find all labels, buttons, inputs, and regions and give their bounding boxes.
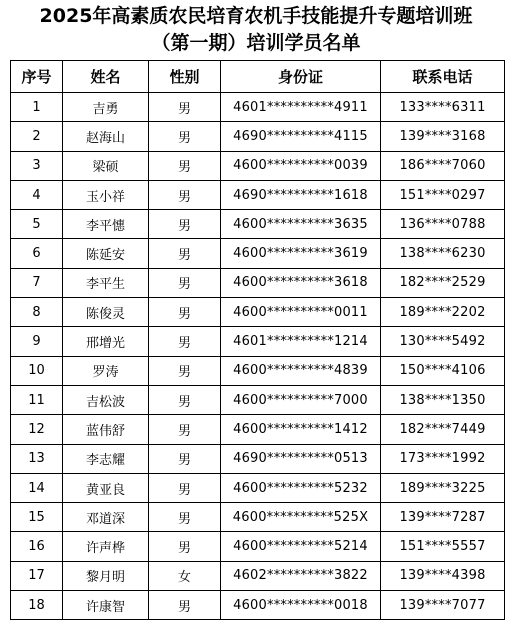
cell-phone: 136****0788 (381, 210, 505, 239)
header-id: 身份证 (221, 61, 381, 93)
cell-phone: 186****7060 (381, 151, 505, 180)
table-row (11, 151, 505, 180)
cell-name: 许声桦 (63, 532, 149, 561)
cell-no: 7 (11, 268, 63, 297)
cell-no: 9 (11, 327, 63, 356)
cell-no: 10 (11, 356, 63, 385)
cell-phone: 139****3168 (381, 122, 505, 151)
cell-id-number: 4601**********1214 (221, 327, 381, 356)
cell-phone: 173****1992 (381, 444, 505, 473)
cell-no: 2 (11, 122, 63, 151)
cell-no: 15 (11, 503, 63, 532)
cell-gender: 男 (149, 268, 221, 297)
cell-phone: 138****6230 (381, 239, 505, 268)
cell-id-number: 4600**********525X (221, 503, 381, 532)
cell-name: 邓道深 (63, 503, 149, 532)
cell-gender: 女 (149, 561, 221, 590)
cell-id-number: 4601**********4911 (221, 93, 381, 122)
cell-name: 李志耀 (63, 444, 149, 473)
cell-name: 罗涛 (63, 356, 149, 385)
table-row (11, 473, 505, 502)
cell-name: 陈延安 (63, 239, 149, 268)
table-row (11, 122, 505, 151)
cell-gender: 男 (149, 298, 221, 327)
cell-id-number: 4600**********3635 (221, 210, 381, 239)
cell-gender: 男 (149, 532, 221, 561)
cell-gender: 男 (149, 415, 221, 444)
cell-name: 许康智 (63, 591, 149, 620)
cell-no: 3 (11, 151, 63, 180)
table-row (11, 93, 505, 122)
table-row (11, 503, 505, 532)
cell-phone: 130****5492 (381, 327, 505, 356)
cell-gender: 男 (149, 356, 221, 385)
cell-no: 14 (11, 473, 63, 502)
cell-phone: 189****3225 (381, 473, 505, 502)
table-row (11, 591, 505, 620)
cell-no: 1 (11, 93, 63, 122)
cell-no: 6 (11, 239, 63, 268)
table-row (11, 532, 505, 561)
header-row (11, 61, 505, 93)
cell-id-number: 4600**********3619 (221, 239, 381, 268)
cell-phone: 139****7077 (381, 591, 505, 620)
header-no: 序号 (11, 61, 63, 93)
title-line-2: （第一期）培训学员名单 (151, 32, 361, 54)
cell-id-number: 4690**********1618 (221, 180, 381, 209)
cell-gender: 男 (149, 93, 221, 122)
cell-id-number: 4600**********0018 (221, 591, 381, 620)
cell-name: 黄亚良 (63, 473, 149, 502)
roster-body (11, 93, 505, 620)
cell-phone: 150****4106 (381, 356, 505, 385)
cell-name: 黎月明 (63, 561, 149, 590)
header-gender: 性别 (149, 61, 221, 93)
cell-phone: 151****5557 (381, 532, 505, 561)
cell-name: 梁硕 (63, 151, 149, 180)
header-phone: 联系电话 (381, 61, 505, 93)
table-row (11, 415, 505, 444)
table-row (11, 561, 505, 590)
cell-id-number: 4602**********3822 (221, 561, 381, 590)
cell-id-number: 4690**********4115 (221, 122, 381, 151)
cell-phone: 189****2202 (381, 298, 505, 327)
cell-no: 8 (11, 298, 63, 327)
cell-id-number: 4600**********3618 (221, 268, 381, 297)
cell-no: 17 (11, 561, 63, 590)
cell-no: 18 (11, 591, 63, 620)
cell-id-number: 4600**********0011 (221, 298, 381, 327)
cell-gender: 男 (149, 503, 221, 532)
cell-phone: 139****7287 (381, 503, 505, 532)
cell-phone: 139****4398 (381, 561, 505, 590)
cell-phone: 138****1350 (381, 385, 505, 414)
cell-gender: 男 (149, 122, 221, 151)
cell-id-number: 4600**********7000 (221, 385, 381, 414)
cell-gender: 男 (149, 327, 221, 356)
table-row (11, 210, 505, 239)
cell-no: 12 (11, 415, 63, 444)
cell-gender: 男 (149, 444, 221, 473)
cell-name: 赵海山 (63, 122, 149, 151)
table-row (11, 239, 505, 268)
table-row (11, 268, 505, 297)
cell-gender: 男 (149, 473, 221, 502)
cell-id-number: 4600**********5232 (221, 473, 381, 502)
cell-name: 邢增光 (63, 327, 149, 356)
cell-id-number: 4600**********1412 (221, 415, 381, 444)
cell-name: 陈俊灵 (63, 298, 149, 327)
cell-gender: 男 (149, 151, 221, 180)
cell-id-number: 4690**********0513 (221, 444, 381, 473)
table-row (11, 444, 505, 473)
cell-no: 16 (11, 532, 63, 561)
cell-no: 13 (11, 444, 63, 473)
cell-gender: 男 (149, 239, 221, 268)
cell-phone: 133****6311 (381, 93, 505, 122)
cell-name: 玉小祥 (63, 180, 149, 209)
header-name: 姓名 (63, 61, 149, 93)
table-row (11, 180, 505, 209)
cell-name: 吉勇 (63, 93, 149, 122)
cell-gender: 男 (149, 210, 221, 239)
cell-no: 11 (11, 385, 63, 414)
cell-name: 蓝伟舒 (63, 415, 149, 444)
table-row (11, 327, 505, 356)
cell-no: 5 (11, 210, 63, 239)
cell-phone: 151****0297 (381, 180, 505, 209)
cell-gender: 男 (149, 385, 221, 414)
trainee-roster-table (10, 60, 505, 620)
cell-name: 李平憓 (63, 210, 149, 239)
title-line-1: 2025年高素质农民培育农机手技能提升专题培训班 (39, 5, 473, 27)
cell-gender: 男 (149, 591, 221, 620)
cell-name: 吉松波 (63, 385, 149, 414)
cell-phone: 182****2529 (381, 268, 505, 297)
table-row (11, 298, 505, 327)
cell-id-number: 4600**********5214 (221, 532, 381, 561)
cell-phone: 182****7449 (381, 415, 505, 444)
table-row (11, 385, 505, 414)
cell-id-number: 4600**********0039 (221, 151, 381, 180)
cell-id-number: 4600**********4839 (221, 356, 381, 385)
cell-no: 4 (11, 180, 63, 209)
table-row (11, 356, 505, 385)
document-title (0, 0, 512, 56)
cell-name: 李平生 (63, 268, 149, 297)
cell-gender: 男 (149, 180, 221, 209)
